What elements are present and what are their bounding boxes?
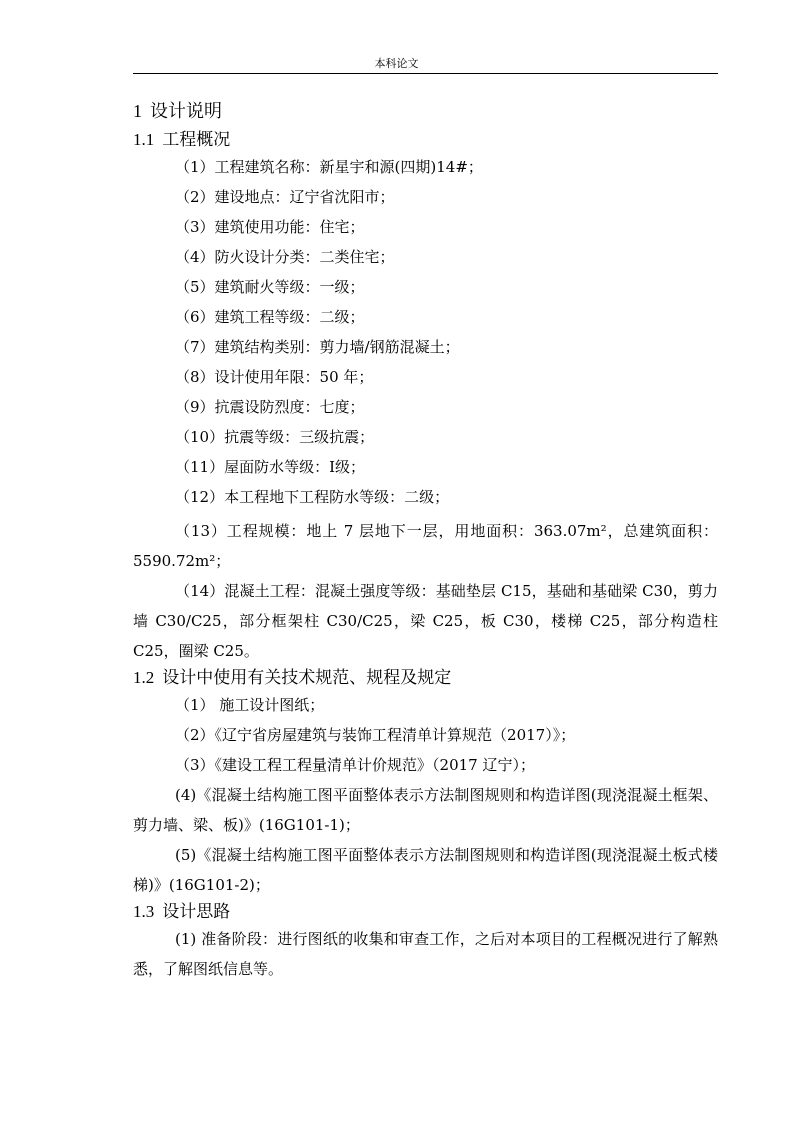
list-item: (5)《混凝土结构施工图平面整体表示方法制图规则和构造详图(现浇混凝土板式楼梯)》(16G101-2)； bbox=[133, 846, 718, 894]
list-item: （11）屋面防水等级：I级； bbox=[175, 458, 366, 476]
list-item: （5）建筑耐火等级：一级； bbox=[175, 278, 365, 296]
list-item: （3）建筑使用功能：住宅； bbox=[175, 218, 365, 236]
section-title: 设计中使用有关技术规范、规程及规定 bbox=[162, 668, 452, 688]
chapter-heading bbox=[133, 99, 718, 124]
list-item: (1) 准备阶段：进行图纸的收集和审查工作，之后对本项目的工程概况进行了解熟悉，了解图纸信息等。 bbox=[133, 930, 718, 978]
section-title: 工程概况 bbox=[162, 130, 231, 150]
list-item: (4)《混凝土结构施工图平面整体表示方法制图规则和构造详图(现浇混凝土框架、剪力墙、梁、板)》(16G101-1)； bbox=[133, 786, 718, 834]
list-item: （2）建设地点：辽宁省沈阳市； bbox=[175, 188, 395, 206]
list-item: （12）本工程地下工程防水等级：二级； bbox=[175, 488, 450, 506]
list-item-concrete: （14）混凝土工程：混凝土强度等级：基础垫层 C15，基础和基础梁 C30，剪力墙 C30/C25，部分框架柱 C30/C25，梁 C25，板 C30，楼梯 C25，部分构造柱 C25，圈梁 C25。 bbox=[133, 582, 718, 660]
list-item: （1）工程建筑名称：新星宇和源(四期)14#； bbox=[175, 158, 483, 176]
section-number: 1.2 bbox=[133, 668, 155, 687]
list-item: （6）建筑工程等级：二级； bbox=[175, 308, 365, 326]
document-body bbox=[133, 95, 718, 984]
list-item: （9）抗震设防烈度：七度； bbox=[175, 398, 365, 416]
section-title: 设计思路 bbox=[162, 902, 231, 922]
list-item: （3）《建设工程工程量清单计价规范》（2017 辽宁）； bbox=[175, 756, 535, 774]
section-number: 1.1 bbox=[133, 130, 155, 149]
section-heading-1-3 bbox=[133, 900, 718, 924]
chapter-number: 1 bbox=[133, 101, 142, 121]
list-item: （10）抗震等级：三级抗震； bbox=[175, 428, 375, 446]
section-heading-1-2 bbox=[133, 666, 718, 690]
header-rule bbox=[133, 73, 718, 74]
list-item: （7）建筑结构类别：剪力墙/钢筋混凝土； bbox=[175, 338, 460, 356]
chapter-title: 设计说明 bbox=[150, 101, 222, 122]
list-item: （4）防火设计分类：二类住宅； bbox=[175, 248, 395, 266]
list-item: （1） 施工设计图纸； bbox=[175, 696, 325, 714]
section-heading-1-1 bbox=[133, 128, 718, 152]
section-number: 1.3 bbox=[133, 902, 155, 921]
page-header: 本科论文 bbox=[374, 57, 419, 70]
list-item: （2）《辽宁省房屋建筑与装饰工程清单计算规范（2017）》； bbox=[175, 726, 576, 744]
list-item: （8）设计使用年限：50 年； bbox=[175, 368, 374, 386]
list-item-scale: （13）工程规模：地上 7 层地下一层，用地面积：363.07m²，总建筑面积：5590.72m²； bbox=[133, 522, 718, 570]
